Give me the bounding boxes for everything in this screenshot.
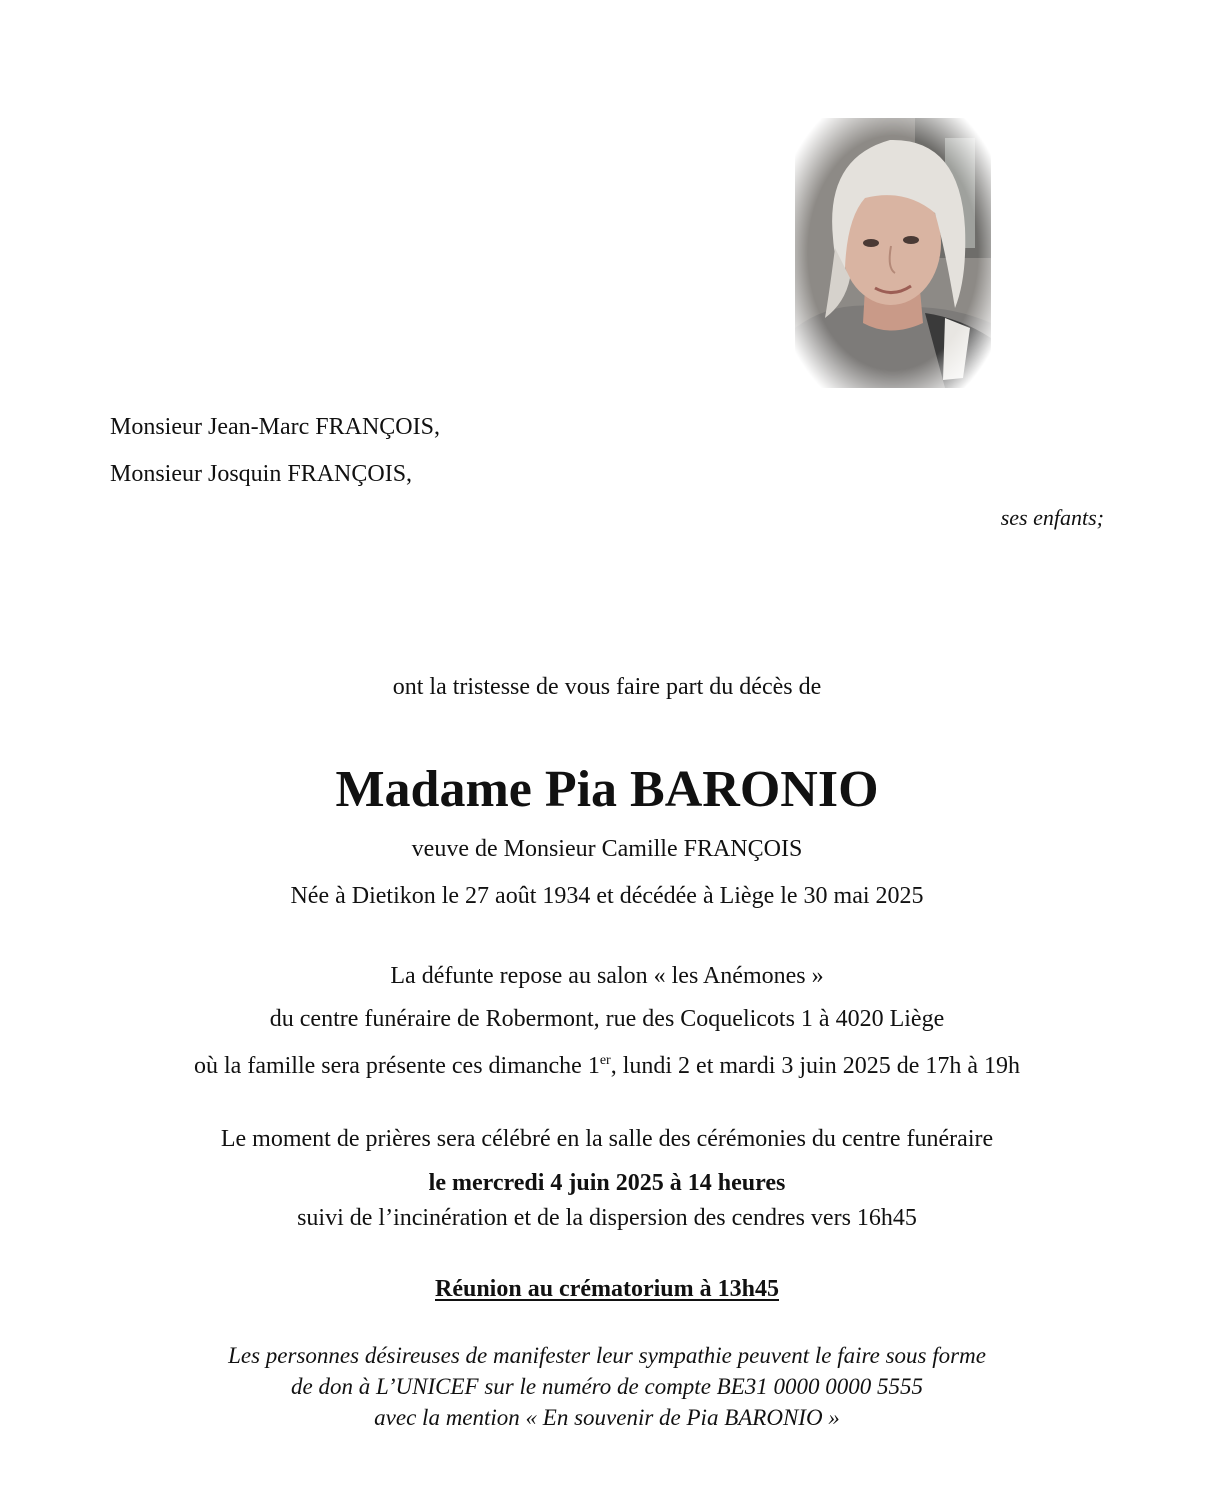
visitation-line-1: La défunte repose au salon « les Anémones »: [390, 963, 824, 989]
deceased-name: Madame Pia BARONIO: [335, 761, 879, 818]
visitation-line-3-start: où la famille sera présente ces dimanche 1: [194, 1053, 600, 1079]
child-name-1: Monsieur Jean-Marc FRANÇOIS,: [110, 414, 440, 440]
children-role-label: ses enfants;: [1000, 505, 1104, 530]
portrait-photo: [795, 118, 991, 388]
visitation-line-3-end: , lundi 2 et mardi 3 juin 2025 de 17h à 19h: [610, 1053, 1020, 1079]
donation-line-3: avec la mention « En souvenir de Pia BARONIO »: [374, 1405, 840, 1430]
portrait-icon: [795, 118, 991, 388]
announcement-intro: ont la tristesse de vous faire part du décès de: [392, 674, 822, 700]
donation-line-1: Les personnes désireuses de manifester leur sympathie peuvent le faire sous forme: [228, 1343, 986, 1368]
widow-of-line: veuve de Monsieur Camille FRANÇOIS: [411, 836, 803, 862]
visitation-line-3-superscript: er: [599, 1053, 611, 1068]
birth-death-line: Née à Dietikon le 27 août 1934 et décédée à Liège le 30 mai 2025: [290, 883, 924, 909]
ceremony-date-time: le mercredi 4 juin 2025 à 14 heures: [428, 1170, 786, 1196]
ceremony-line-1: Le moment de prières sera célébré en la salle des cérémonies du centre funéraire: [220, 1126, 994, 1152]
ceremony-line-3: suivi de l’incinération et de la dispersion des cendres vers 16h45: [297, 1205, 917, 1231]
child-name-2: Monsieur Josquin FRANÇOIS,: [110, 461, 413, 487]
donation-line-2: de don à L’UNICEF sur le numéro de compte BE31 0000 0000 5555: [291, 1374, 923, 1399]
visitation-line-3: [0, 1046, 1214, 1081]
crematorium-meeting: Réunion au crématorium à 13h45: [435, 1276, 779, 1302]
visitation-line-2: du centre funéraire de Robermont, rue des Coquelicots 1 à 4020 Liège: [269, 1006, 945, 1032]
